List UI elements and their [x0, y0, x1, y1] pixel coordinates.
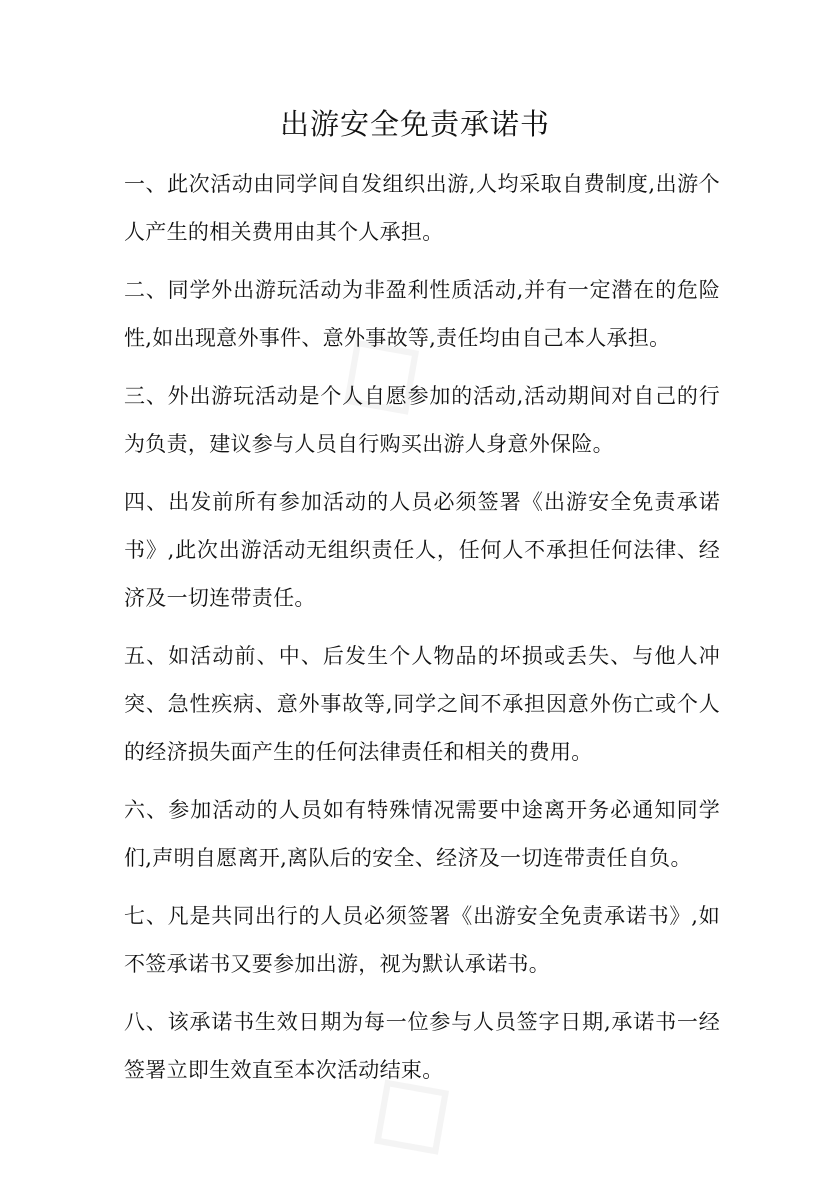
clause-list — [124, 160, 720, 1104]
document-title: 出游安全免责承诺书 — [279, 107, 550, 141]
clause-8: 八、该承诺书生效日期为每一位参与人员签字日期,承诺书一经签署立即生效直至本次活动结束。 — [124, 1010, 720, 1082]
clause-5: 五、如活动前、中、后发生个人物品的坏损或丢失、与他人冲突、急性疾病、意外事故等,同学之间不承担因意外伤亡或个人的经济损失面产生的任何法律责任和相关的费用。 — [124, 644, 720, 764]
clause-2: 二、同学外出游玩活动为非盈利性质活动,并有一定潜在的危险性,如出现意外事件、意外事故等,责任均由自己本人承担。 — [124, 278, 720, 350]
clause-6: 六、参加活动的人员如有特殊情况需要中途离开务必通知同学们,声明自愿离开,离队后的安全、经济及一切连带责任自负。 — [124, 798, 720, 870]
clause-1: 一、此次活动由同学间自发组织出游,人均采取自费制度,出游个人产生的相关费用由其个人承担。 — [124, 172, 720, 244]
clause-7: 七、凡是共同出行的人员必须签署《出游安全免责承诺书》,如不签承诺书又要参加出游，视为默认承诺书。 — [124, 904, 720, 976]
clause-3: 三、外出游玩活动是个人自愿参加的活动,活动期间对自己的行为负责，建议参与人员自行购买出游人身意外保险。 — [124, 384, 720, 456]
clause-4: 四、出发前所有参加活动的人员必须签署《出游安全免责承诺书》,此次出游活动无组织责任人，任何人不承担任何法律、经济及一切连带责任。 — [124, 490, 720, 610]
